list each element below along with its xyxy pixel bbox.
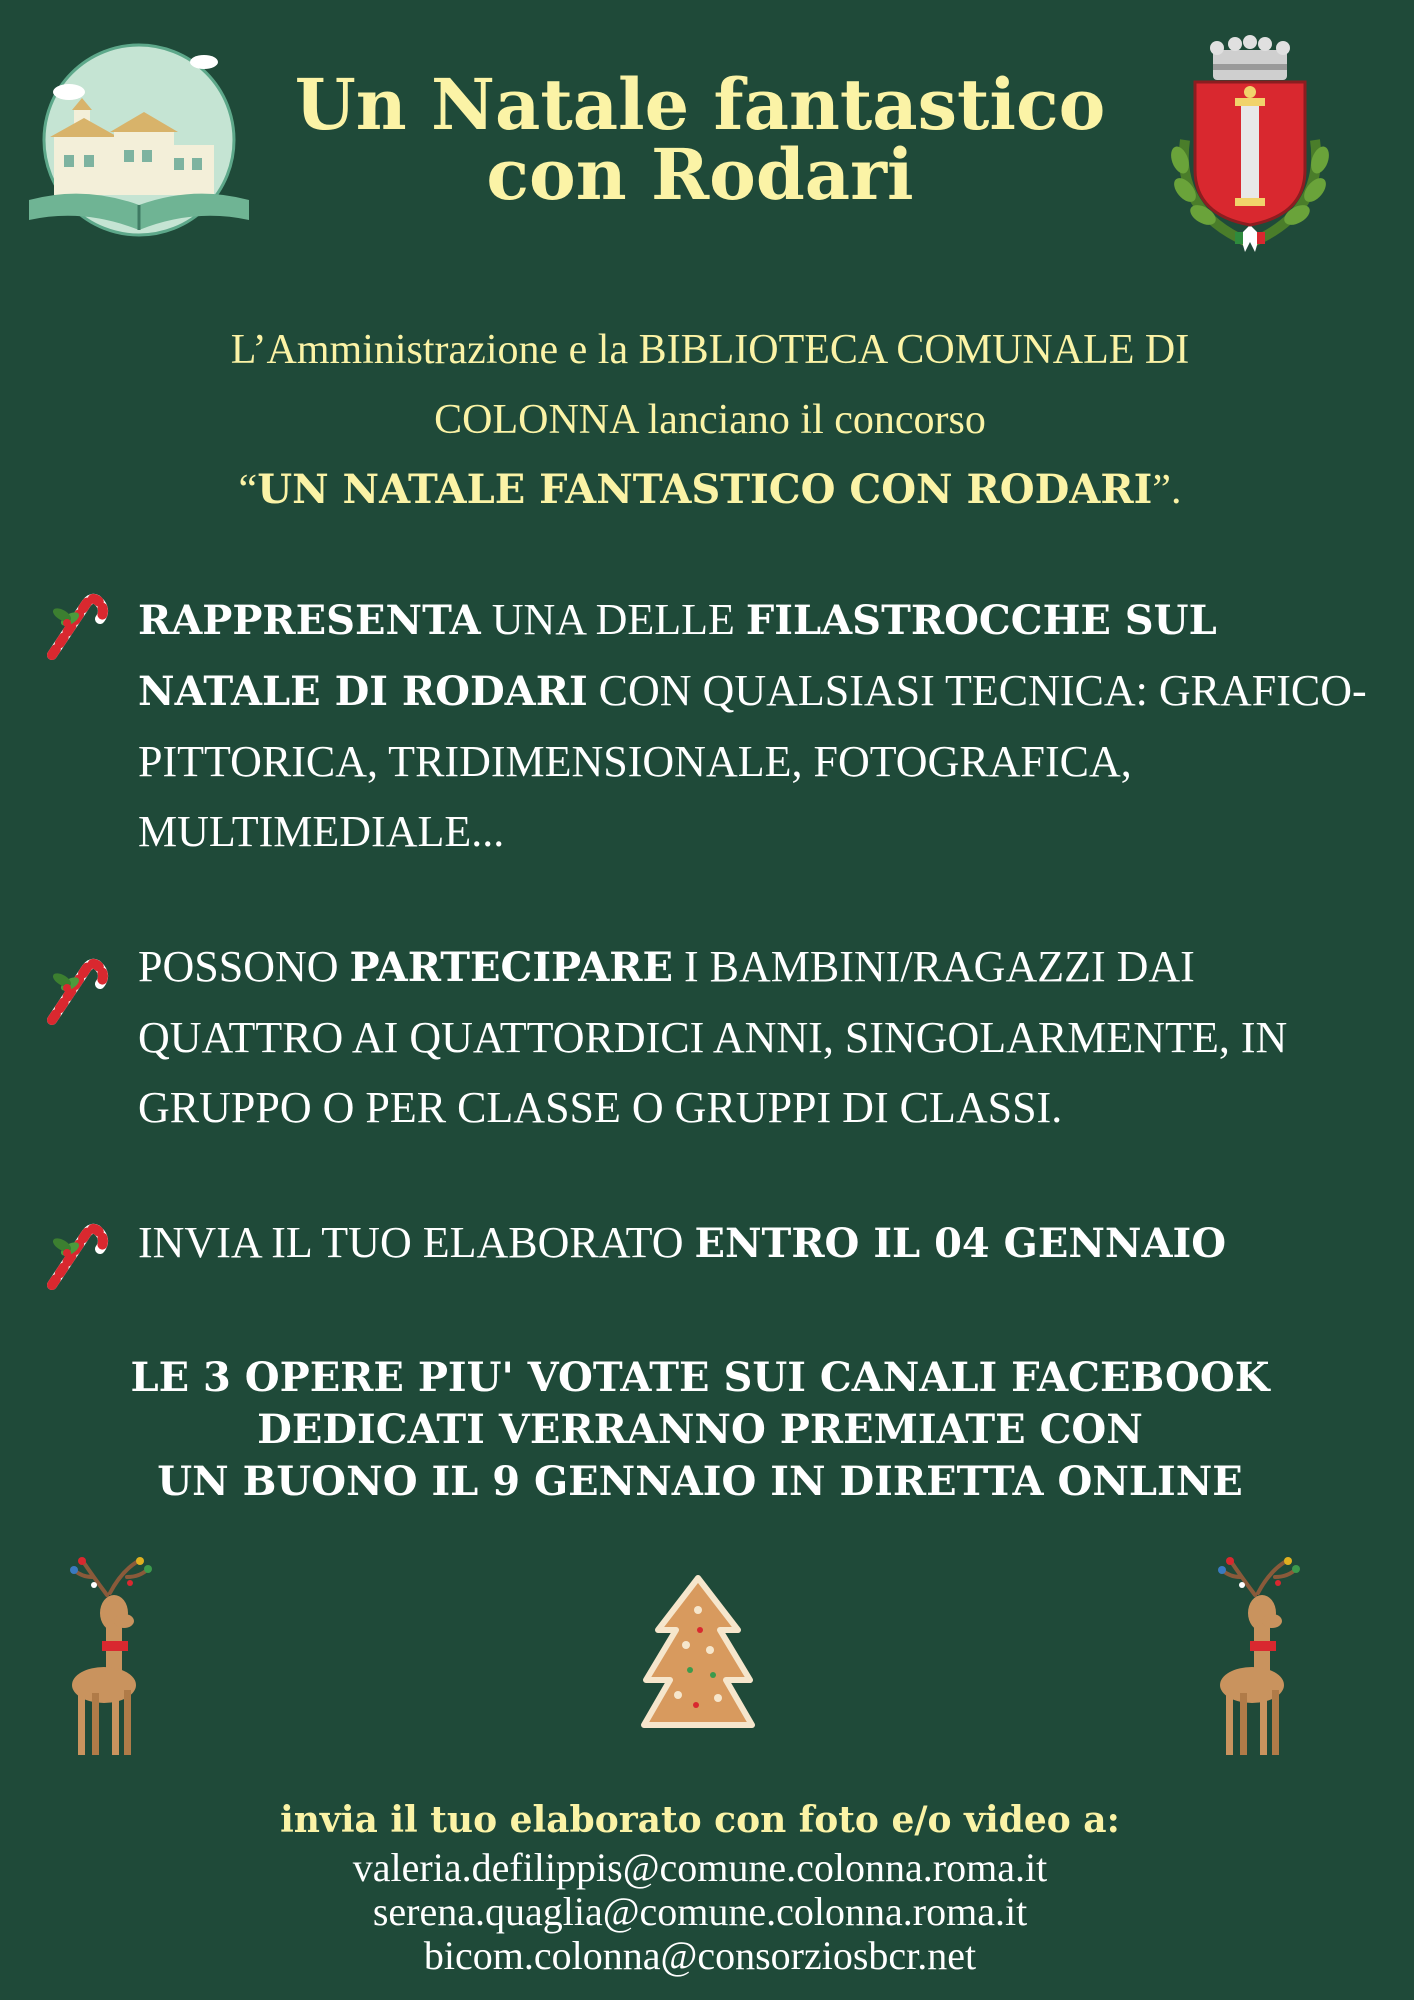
prize-line-3: UN BUONO IL 9 GENNAIO IN DIRETTA ONLINE <box>157 1458 1243 1505</box>
intro-text <box>40 315 1380 525</box>
bullet-represent <box>138 585 1388 867</box>
bullet-1-text-2: CON QUALSIASI TECNICA: GRAFICO-PITTORICA, TRIDIMENSIONALE, FOTOGRAFICA, MULTIMEDIALE... <box>138 666 1367 856</box>
intro-line-1: L’Amministrazione e la BIBLIOTECA COMUNALE DI <box>230 327 1190 373</box>
prize-announcement <box>60 1352 1340 1508</box>
contact-heading: invia il tuo elaborato con foto e/o video a: <box>280 1799 1120 1841</box>
title-line-2: con Rodari <box>486 133 914 216</box>
colonna-crest-icon <box>1155 30 1345 260</box>
candy-cane-icon <box>40 1215 110 1295</box>
reindeer-icon <box>1200 1555 1320 1760</box>
bullet-3-text-0: INVIA IL TUO ELABORATO <box>138 1218 695 1267</box>
candy-cane-icon <box>40 950 110 1030</box>
contest-name: UN NATALE FANTASTICO CON RODARI <box>257 466 1153 513</box>
title-line-1: Un Natale fantastico <box>294 63 1106 146</box>
page-title <box>250 63 1150 216</box>
bullet-3-bold-1: ENTRO IL 04 GENNAIO <box>694 1220 1227 1267</box>
contact-email-2[interactable]: serena.quaglia@comune.colonna.roma.it <box>372 1889 1028 1934</box>
prize-line-2: DEDICATI VERRANNO PREMIATE CON <box>257 1406 1143 1453</box>
bullet-1-text-1: UNA DELLE <box>480 595 746 644</box>
bullet-2-text-1: I BAMBINI/RAGAZZI DAI QUATTRO AI QUATTORDICI ANNI, SINGOLARMENTE, IN GRUPPO O PER CLASSE O GRUPPI DI CLASSI. <box>138 942 1288 1132</box>
prize-line-1: LE 3 OPERE PIU' VOTATE SUI CANALI FACEBOOK <box>130 1354 1270 1401</box>
intro-line-2: COLONNA lanciano il concorso <box>434 397 986 443</box>
contact-email-3[interactable]: bicom.colonna@consorziosbcr.net <box>423 1933 977 1978</box>
bullet-deadline <box>138 1208 1388 1279</box>
bullet-participants <box>138 932 1388 1143</box>
quote-close: ”. <box>1152 467 1182 513</box>
reindeer-icon <box>52 1555 172 1760</box>
library-logo-icon <box>24 40 254 240</box>
intro-line-3 <box>40 455 1380 525</box>
bullet-2-text-0: POSSONO <box>138 942 350 991</box>
quote-open: “ <box>238 467 258 513</box>
bullet-2-bold-1: PARTECIPARE <box>349 944 673 991</box>
bullet-1-bold-1: RAPPRESENTA <box>138 597 481 644</box>
candy-cane-icon <box>40 585 110 665</box>
gingerbread-tree-icon <box>638 1570 758 1740</box>
contact-email-1[interactable]: valeria.defilippis@comune.colonna.roma.it <box>352 1845 1048 1890</box>
bullet-1-bold-2: FILASTROCCHE SUL NATALE DI RODARI <box>138 597 1217 715</box>
